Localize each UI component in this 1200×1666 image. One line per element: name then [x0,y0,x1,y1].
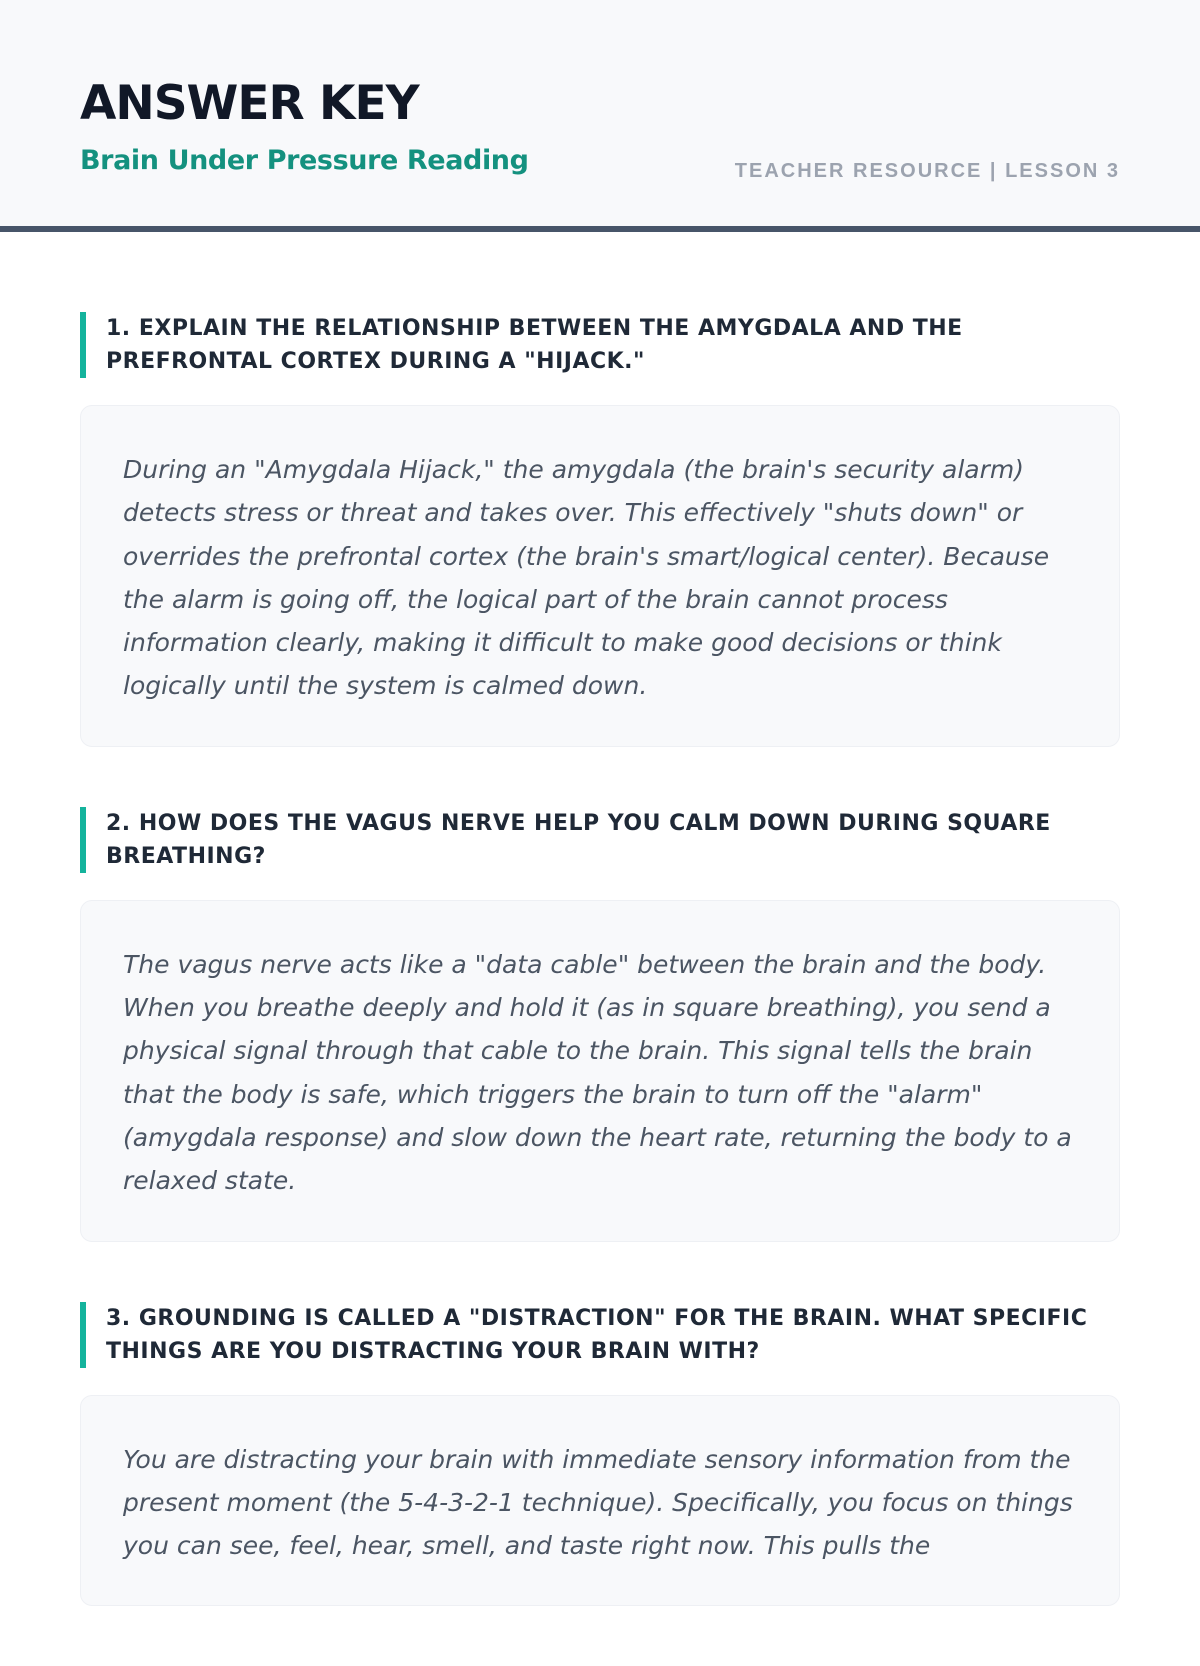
answer-box: You are distracting your brain with immediate sensory information from the present moment (the 5-4-3-2-1 technique). Specifically, you focus on things you can see, feel, hear, smell, and taste right now. This pulls the [80,1395,1120,1607]
page-header [0,0,1200,232]
question-heading: 1. EXPLAIN THE RELATIONSHIP BETWEEN THE AMYGDALA AND THE PREFRONTAL CORTEX DURING A "HIJACK." [80,312,1120,378]
question-heading: 3. GROUNDING IS CALLED A "DISTRACTION" FOR THE BRAIN. WHAT SPECIFIC THINGS ARE YOU DISTRACTING YOUR BRAIN WITH? [80,1302,1120,1368]
question-block-2 [80,807,1120,1242]
answer-box: The vagus nerve acts like a "data cable" between the brain and the body. When you breathe deeply and hold it (as in square breathing), you send a physical signal through that cable to the brain. This signal tells the brain that the body is safe, which triggers the brain to turn off the "alarm" (amygdala response) and slow down the heart rate, returning the body to a relaxed state. [80,900,1120,1242]
answer-box: During an "Amygdala Hijack," the amygdala (the brain's security alarm) detects stress or threat and takes over. This effectively "shuts down" or overrides the prefrontal cortex (the brain's smart/logical center). Because the alarm is going off, the logical part of the brain cannot process information clearly, making it difficult to make good decisions or think logically until the system is calmed down. [80,405,1120,747]
question-heading: 2. HOW DOES THE VAGUS NERVE HELP YOU CALM DOWN DURING SQUARE BREATHING? [80,807,1120,873]
answer-list [80,312,1120,1666]
question-block-3 [80,1302,1120,1607]
question-block-1 [80,312,1120,747]
page-subtitle: Brain Under Pressure Reading [80,145,529,176]
resource-meta: TEACHER RESOURCE | LESSON 3 [734,160,1120,182]
page-title: ANSWER KEY [80,76,419,131]
